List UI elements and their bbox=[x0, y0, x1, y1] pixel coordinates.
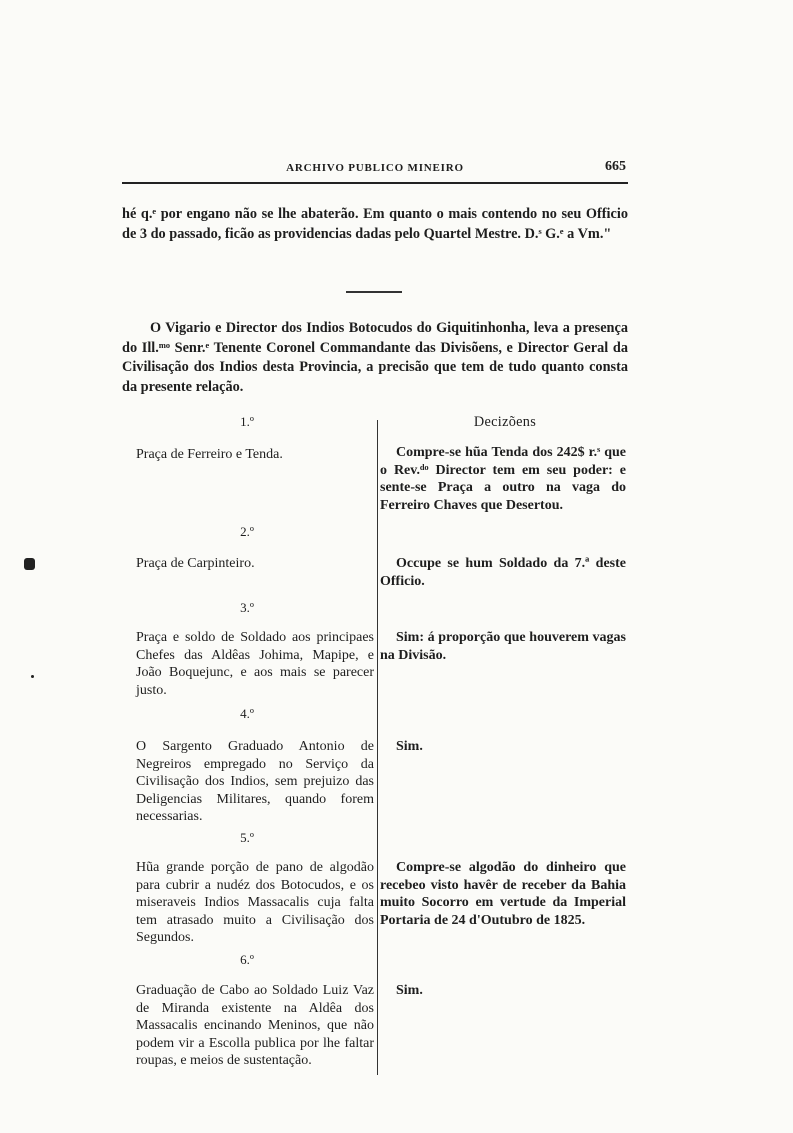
page-number: 665 bbox=[605, 159, 626, 174]
decision-2: Occupe se hum Soldado da 7.ª deste Officio. bbox=[380, 556, 626, 589]
column-divider bbox=[377, 420, 378, 1075]
decisions-header: Decizõens bbox=[473, 414, 537, 430]
item-number-1: 1.º bbox=[240, 414, 254, 429]
main-paragraph: O Vigario e Director dos Indios Botocudos do Giquitinhonha, leva a presença do Ill.ᵐᵒ Senr.ᵉ Tenente Coronel Commandante das Divisõens, e Director Geral da Civilisação dos Indios desta Provincia, a precisão que tem de tudo quanto consta da presente relação. bbox=[122, 320, 628, 395]
item-number-6: 6.º bbox=[240, 952, 254, 967]
item-number-3: 3.º bbox=[240, 600, 254, 615]
decision-4: Sim. bbox=[396, 739, 423, 754]
item-number-4: 4.º bbox=[240, 706, 254, 721]
item-number-2: 2.º bbox=[240, 524, 254, 539]
request-2: Praça de Carpinteiro. bbox=[136, 556, 255, 571]
request-1: Praça de Ferreiro e Tenda. bbox=[136, 447, 283, 462]
request-3: Praça e soldo de Soldado aos principaes Chefes das Aldêas Johima, Mapipe, e João Boquejunc, e aos mais se parecer justo. bbox=[136, 630, 374, 698]
decision-1: Compre-se hũa Tenda dos 242$ r.ˢ que o Rev.ᵈᵒ Director tem em seu poder: e sente-se Praça a outro na vaga do Ferreiro Chaves que Desertou. bbox=[380, 445, 626, 513]
decision-3: Sim: á proporção que houverem vagas na Divisão. bbox=[380, 630, 626, 663]
item-number-5: 5.º bbox=[240, 830, 254, 845]
running-header bbox=[122, 156, 628, 180]
scan-speck-mark bbox=[24, 558, 35, 570]
scan-dot-mark bbox=[31, 675, 34, 678]
decision-6: Sim. bbox=[396, 983, 423, 998]
intro-paragraph: hé q.ᵉ por engano não se lhe abaterão. Em quanto o mais contendo no seu Officio de 3 do passado, ficão as providencias dadas pelo Quartel Mestre. D.ˢ G.ᵉ a Vm." bbox=[122, 206, 628, 242]
decision-5: Compre-se algodão do dinheiro que recebeo visto havêr de receber da Bahia muito Socorro em vertude da Imperial Portaria de 24 d'Outubro de 1825. bbox=[380, 860, 626, 928]
request-4: O Sargento Graduado Antonio de Negreiros empregado no Serviço da Civilisação dos Indios, sem prejuizo das Deligencias Militares, quando forem necessarias. bbox=[136, 739, 374, 824]
header-rule bbox=[122, 182, 628, 184]
journal-title: ARCHIVO PUBLICO MINEIRO bbox=[286, 162, 464, 174]
section-separator bbox=[346, 291, 402, 293]
request-6: Graduação de Cabo ao Soldado Luiz Vaz de Miranda existente na Aldêa dos Massacalis encinando Meninos, que não podem vir a Escolla publica por lhe faltar roupas, e meios de sustentação. bbox=[136, 983, 374, 1068]
request-5: Hũa grande porção de pano de algodão para cubrir a nudéz dos Botocudos, e os miseraveis Indios Massacalis cuja falta tem atrasado muito a Civilisação dos Segundos. bbox=[136, 860, 374, 945]
